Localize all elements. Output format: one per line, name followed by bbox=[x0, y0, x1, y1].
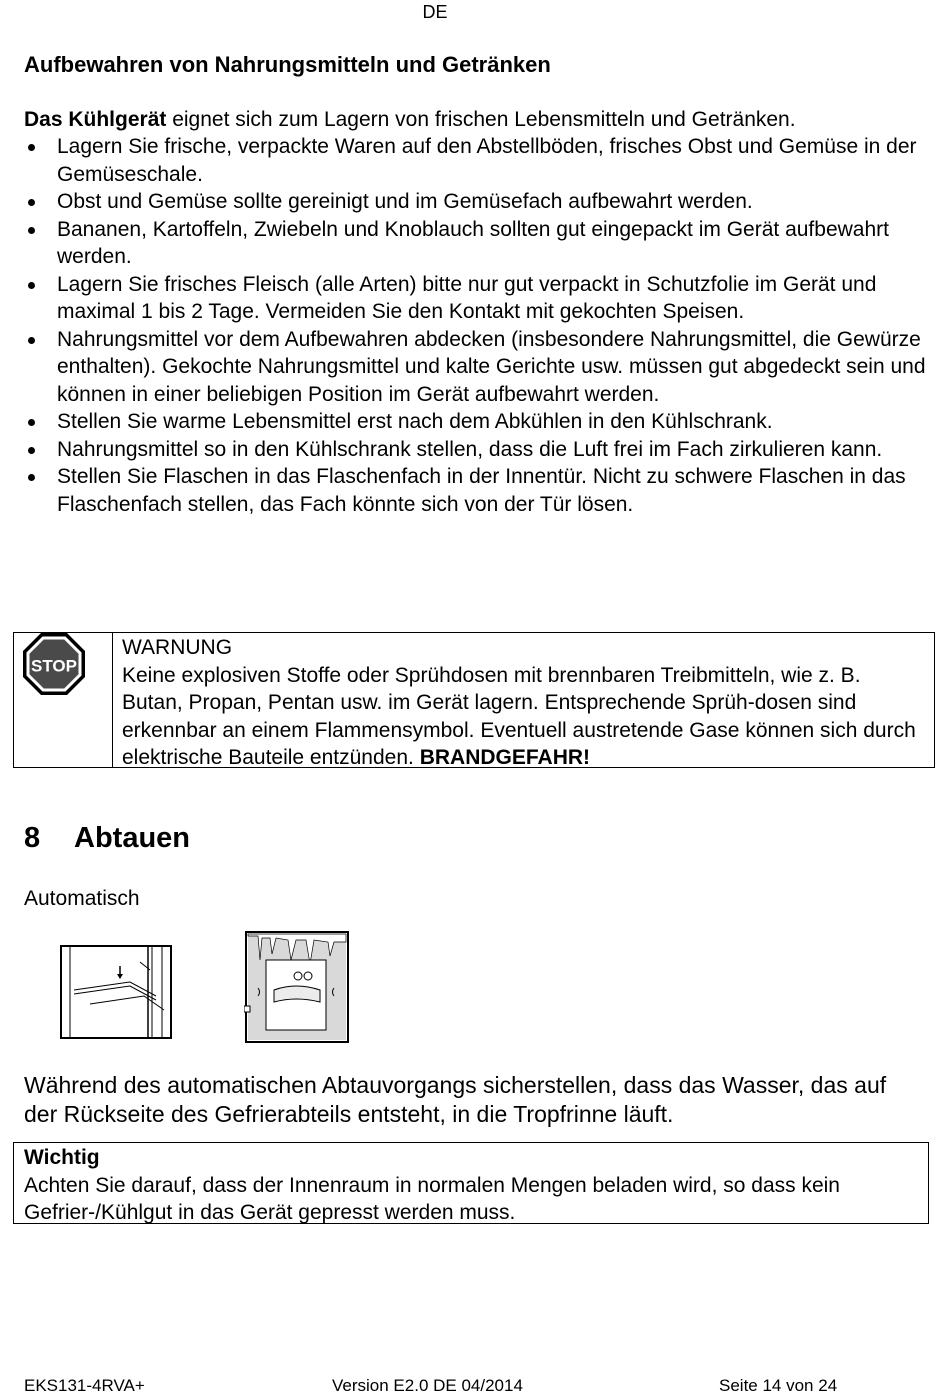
storage-bullet-list bbox=[24, 133, 929, 518]
footer-page-number: Seite 14 von 24 bbox=[719, 1376, 838, 1395]
defrost-subtitle: Automatisch bbox=[24, 887, 140, 910]
bullet-icon bbox=[28, 474, 35, 481]
list-item: Nahrungsmittel vor dem Aufbewahren abdecken (insbesondere Nahrungsmittel, die Gewürze enthalten). Gekochte Nahrungsmittel und kalte Gerichte usw. müssen gut abgedeckt sein und können in einer beliebigen Position im Gerät aufbewahrt werden. bbox=[24, 326, 929, 409]
list-item: Lagern Sie frisches Fleisch (alle Arten) bitte nur gut verpackt in Schutzfolie im Gerät und maximal 1 bis 2 Tage. Vermeiden Sie den Kontakt mit gekochten Speisen. bbox=[24, 271, 929, 326]
note-title: Wichtig bbox=[24, 1146, 100, 1169]
footer-model: EKS131-4RVA+ bbox=[24, 1376, 145, 1395]
section-title-storage: Aufbewahren von Nahrungsmitteln und Getränken bbox=[24, 52, 551, 77]
list-item: Lagern Sie frische, verpackte Waren auf den Abstellböden, frisches Obst und Gemüse in der Gemüseschale. bbox=[24, 133, 929, 188]
warning-text bbox=[122, 634, 922, 772]
list-item: Bananen, Kartoffeln, Zwiebeln und Knoblauch sollten gut eingepackt im Gerät aufbewahrt werden. bbox=[24, 216, 929, 271]
bullet-icon bbox=[28, 447, 35, 454]
svg-text:STOP: STOP bbox=[31, 656, 77, 676]
storage-intro bbox=[24, 106, 796, 134]
bullet-icon bbox=[28, 144, 35, 151]
intro-bold: Das Kühlgerät bbox=[24, 108, 167, 131]
chapter-title: Abtauen bbox=[74, 822, 190, 854]
bullet-icon bbox=[28, 419, 35, 426]
chapter-heading bbox=[24, 822, 190, 855]
list-item: Nahrungsmittel so in den Kühlschrank stellen, dass die Luft frei im Fach zirkulieren kann. bbox=[24, 436, 929, 464]
warning-title: WARNUNG bbox=[122, 636, 233, 659]
language-code: DE bbox=[422, 2, 448, 22]
list-item: Stellen Sie Flaschen in das Flaschenfach in der Innentür. Nicht zu schwere Flaschen in das Flaschenfach stellen, das Fach könnte sich von der Tür lösen. bbox=[24, 463, 929, 518]
bullet-icon bbox=[28, 227, 35, 234]
chapter-number: 8 bbox=[24, 822, 41, 854]
intro-rest: eignet sich zum Lagern von frischen Lebensmitteln und Getränken. bbox=[166, 108, 796, 131]
defrost-paragraph: Während des automatischen Abtauvorgangs sicherstellen, dass das Wasser, das auf der Rückseite des Gefrierabteils entsteht, in die Tropfrinne läuft. bbox=[24, 1072, 887, 1127]
bullet-icon bbox=[28, 282, 35, 289]
bullet-icon bbox=[28, 337, 35, 344]
fridge-interior-illustration bbox=[60, 944, 172, 1040]
bullet-icon bbox=[28, 199, 35, 206]
note-body: Achten Sie darauf, dass der Innenraum in normalen Mengen beladen wird, so dass kein Gefrier-/Kühlgut in das Gerät gepresst werden muss. bbox=[24, 1173, 840, 1224]
list-item: Obst und Gemüse sollte gereinigt und im Gemüsefach aufbewahrt werden. bbox=[24, 188, 929, 216]
warning-emphasis: BRANDGEFAHR! bbox=[419, 746, 591, 769]
list-item: Stellen Sie warme Lebensmittel erst nach dem Abkühlen in den Kühlschrank. bbox=[24, 408, 929, 436]
warning-divider bbox=[112, 632, 113, 768]
freezer-defrost-illustration bbox=[244, 930, 350, 1044]
footer-version: Version E2.0 DE 04/2014 bbox=[332, 1376, 523, 1395]
note-text bbox=[24, 1144, 924, 1227]
stop-sign-icon bbox=[22, 632, 86, 696]
warning-body: Keine explosiven Stoffe oder Sprühdosen mit brennbaren Treibmitteln, wie z. B. Butan, Propan, Pentan usw. im Gerät lagern. Entsprechende Sprüh-dosen sind erkennbar an einem Flammensymbol. Eventuell austretende Gase können sich durch elektrische Bauteile entzünden. bbox=[122, 663, 916, 769]
